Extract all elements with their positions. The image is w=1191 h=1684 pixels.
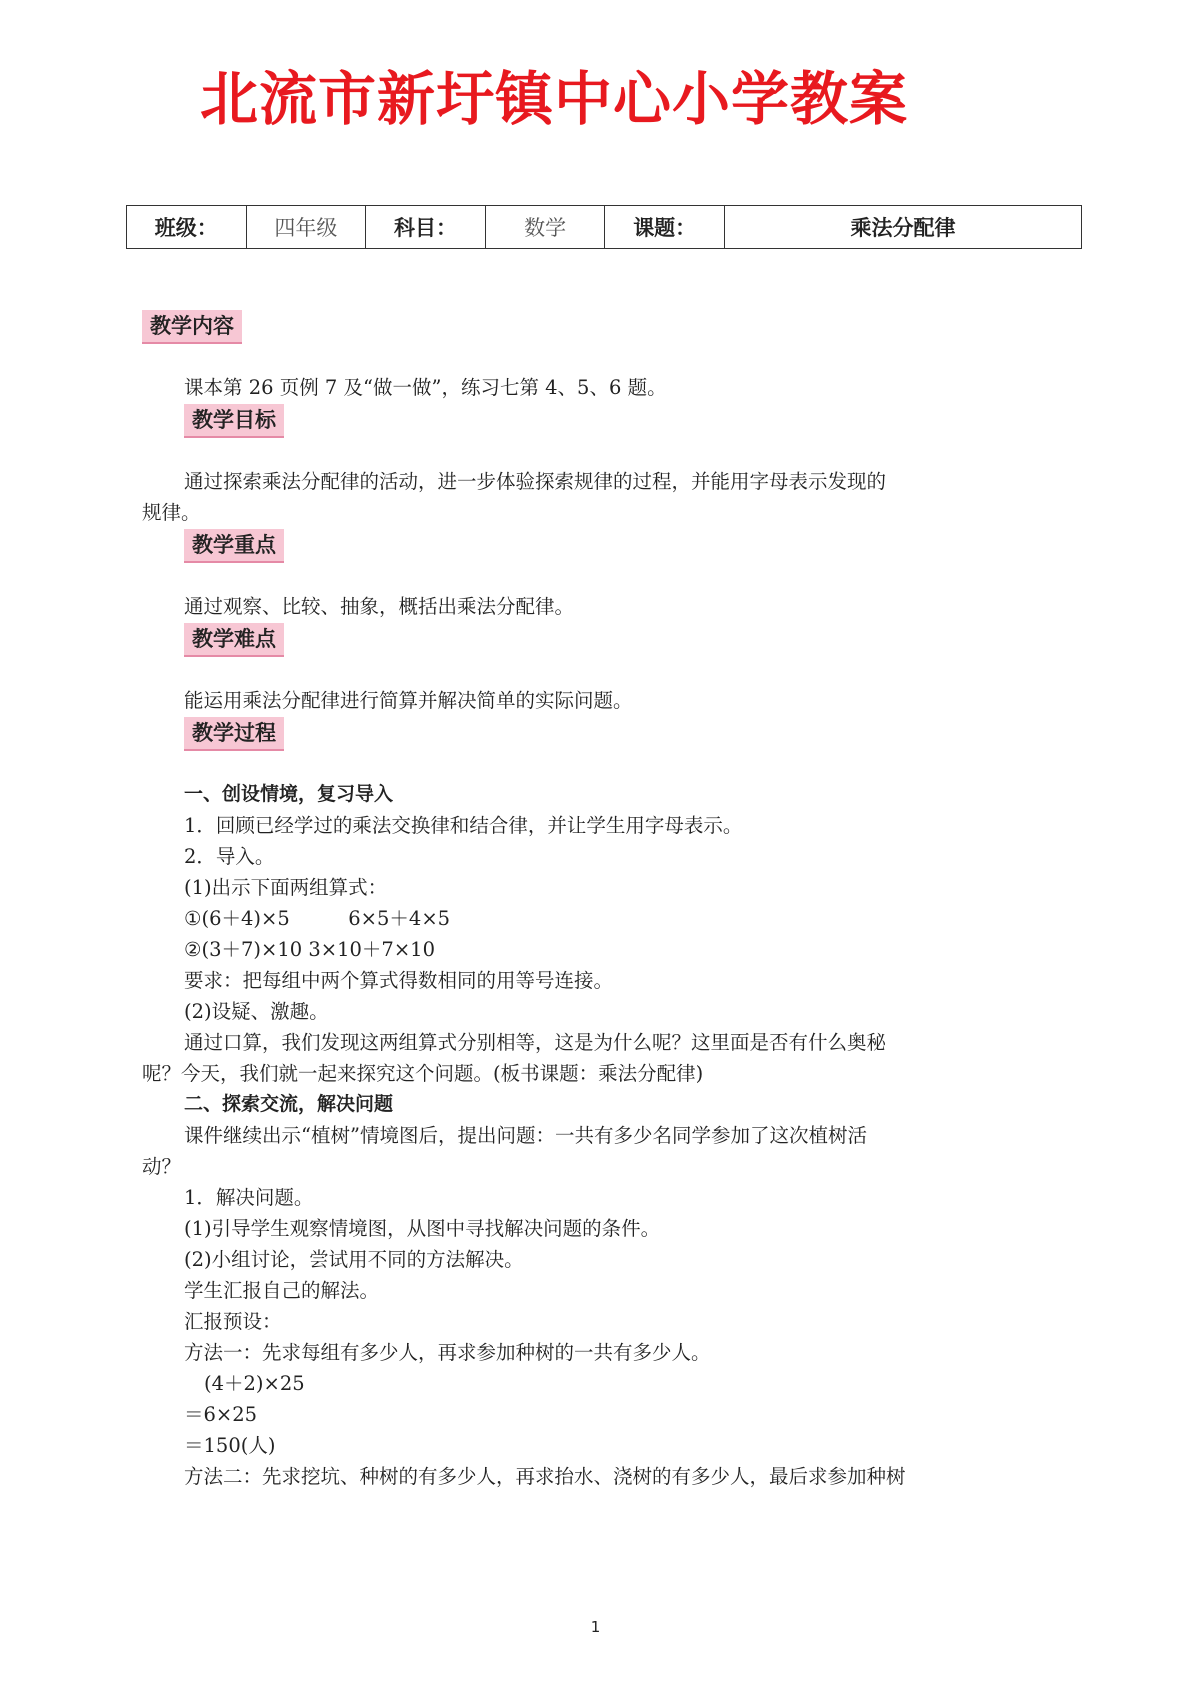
topic-label: 课题： [605,206,725,249]
page-number: 1 [590,1618,601,1636]
goals-text-line2: 规律。 [142,501,201,524]
section-heading-content: 教学内容 [142,310,242,344]
process-line: ②(3＋7)×10 3×10＋7×10 [184,938,435,961]
process-line: 课件继续出示“植树”情境图后，提出问题：一共有多少名同学参加了这次植树活 [184,1124,867,1147]
process-line: ①(6＋4)×5 6×5＋4×5 [184,907,451,930]
topic-value: 乘法分配律 [725,206,1082,249]
class-value: 四年级 [246,206,366,249]
process-line: 方法二：先求挖坑、种树的有多少人，再求抬水、浇树的有多少人，最后求参加种树 [184,1465,906,1488]
process-line: 呢？今天，我们就一起来探究这个问题。(板书课题：乘法分配律) [142,1062,704,1085]
process-line: 要求：把每组中两个算式得数相同的用等号连接。 [184,969,614,992]
key-text: 通过观察、比较、抽象，概括出乘法分配律。 [184,595,575,618]
process-line: 1．解决问题。 [184,1186,314,1209]
process-line: 动？ [142,1155,182,1178]
process-line: 二、探索交流，解决问题 [184,1093,394,1115]
subject-label: 科目： [366,206,486,249]
goals-text-line1: 通过探索乘法分配律的活动，进一步体验探索规律的过程，并能用字母表示发现的 [184,470,887,493]
section-heading-key: 教学重点 [184,529,284,563]
process-line: 1．回顾已经学过的乘法交换律和结合律，并让学生用字母表示。 [184,814,743,837]
section-heading-goals: 教学目标 [184,404,284,438]
process-line: ＝6×25 [184,1403,258,1426]
process-line: 2．导入。 [184,845,275,868]
difficulty-text: 能运用乘法分配律进行简算并解决简单的实际问题。 [184,689,633,712]
process-line: 通过口算，我们发现这两组算式分别相等，这是为什么呢？这里面是否有什么奥秘 [184,1031,887,1054]
process-line: (4＋2)×25 [204,1372,305,1395]
lesson-info-table [126,205,1082,249]
document-title: 北流市新圩镇中心小学教案 [200,65,909,133]
process-line: 一、创设情境，复习导入 [184,783,394,805]
subject-value: 数学 [485,206,605,249]
process-line: (2)设疑、激趣。 [184,1000,329,1023]
process-line: 方法一：先求每组有多少人，再求参加种树的一共有多少人。 [184,1341,711,1364]
process-line: ＝150(人) [184,1434,276,1457]
section-heading-difficulty: 教学难点 [184,623,284,657]
class-label: 班级： [127,206,247,249]
process-line: 汇报预设： [184,1310,282,1333]
process-line: 学生汇报自己的解法。 [184,1279,380,1302]
process-line: (1)引导学生观察情境图，从图中寻找解决问题的条件。 [184,1217,661,1240]
process-line: (1)出示下面两组算式： [184,876,388,899]
content-text: 课本第 26 页例 7 及“做一做”，练习七第 4、5、6 题。 [184,376,667,399]
section-heading-process: 教学过程 [184,717,284,751]
process-line: (2)小组讨论，尝试用不同的方法解决。 [184,1248,524,1271]
